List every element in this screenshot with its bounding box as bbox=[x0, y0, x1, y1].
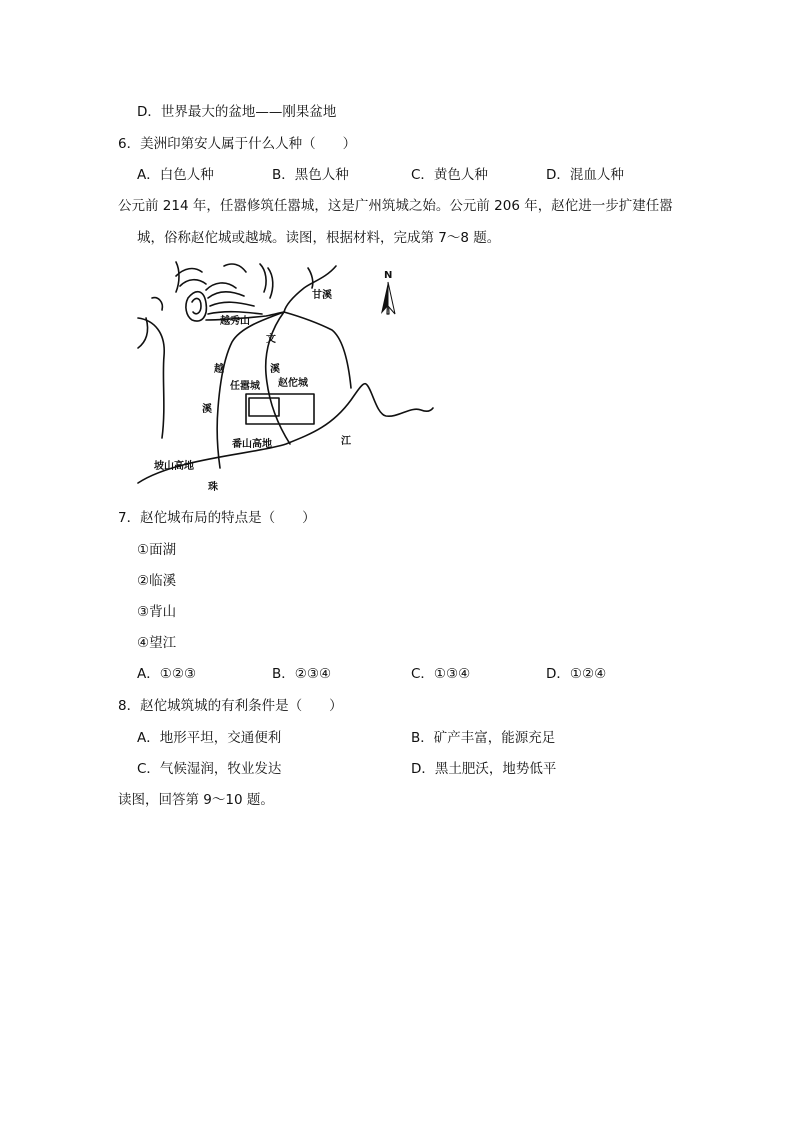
q7-item-1: ①面湖 bbox=[137, 542, 177, 558]
q7-item-4: ④望江 bbox=[137, 635, 177, 651]
north-label: N bbox=[384, 270, 393, 281]
label-xi-right: 溪 bbox=[270, 364, 280, 375]
passage-line-2: 城，俗称赵佗城或越城。读图，根据材料，完成第 7～8 题。 bbox=[137, 230, 501, 246]
hill-contour-2 bbox=[192, 299, 201, 314]
label-wen: 文 bbox=[266, 334, 276, 345]
label-renxiaocheng: 任嚣城 bbox=[230, 381, 260, 392]
hill-contour-12 bbox=[176, 262, 179, 292]
hill-contour-4 bbox=[208, 292, 244, 298]
q7-option-d: D．①②④ bbox=[546, 666, 607, 682]
q7-option-c: C．①③④ bbox=[411, 666, 471, 682]
label-zhu: 珠 bbox=[208, 482, 218, 493]
q8-stem: 8．赵佗城筑城的有利条件是（ ） bbox=[118, 698, 343, 714]
q6-option-a: A．白色人种 bbox=[137, 167, 214, 183]
hill-contour-1 bbox=[186, 292, 206, 321]
label-ganxi: 甘溪 bbox=[312, 290, 332, 301]
label-poshan: 坡山高地 bbox=[154, 461, 194, 472]
hill-contour-8 bbox=[180, 280, 206, 286]
label-yuexiushan: 越秀山 bbox=[220, 316, 250, 327]
hill-contour-5 bbox=[210, 302, 254, 306]
label-yue: 越 bbox=[214, 364, 224, 375]
hill-contour-13 bbox=[152, 298, 162, 310]
q8-option-d: D．黑土肥沃，地势低平 bbox=[411, 761, 557, 777]
q8-option-c: C．气候湿润，牧业发达 bbox=[137, 761, 282, 777]
passage-line-1: 公元前 214 年，任嚣修筑任嚣城，这是广州筑城之始。公元前 206 年，赵佗进一步扩建任嚣 bbox=[118, 198, 673, 214]
q6-option-c: C．黄色人种 bbox=[411, 167, 488, 183]
label-zhaotuocheng: 赵佗城 bbox=[278, 378, 308, 389]
q6-option-b: B．黑色人种 bbox=[272, 167, 349, 183]
hill-contour-3 bbox=[206, 283, 236, 290]
road-ne bbox=[284, 312, 351, 388]
label-xi-left: 溪 bbox=[202, 404, 212, 415]
q7-option-b: B．②③④ bbox=[272, 666, 332, 682]
q7-stem: 7．赵佗城布局的特点是（ ） bbox=[118, 510, 316, 526]
coastline-left bbox=[138, 318, 164, 438]
guangzhou-map bbox=[136, 258, 436, 498]
hill-contour-9 bbox=[224, 264, 246, 272]
q6-option-d: D．混血人种 bbox=[546, 167, 624, 183]
q6-stem: 6．美洲印第安人属于什么人种（ ） bbox=[118, 136, 357, 152]
label-fanshan: 番山高地 bbox=[232, 439, 272, 450]
coastline-top bbox=[138, 318, 148, 348]
q8-option-b: B．矿产丰富，能源充足 bbox=[411, 730, 556, 746]
hill-contour-6 bbox=[208, 312, 262, 314]
q9-intro: 读图，回答第 9～10 题。 bbox=[118, 792, 274, 808]
hill-contour-11 bbox=[268, 268, 273, 298]
q8-option-a: A．地形平坦，交通便利 bbox=[137, 730, 282, 746]
label-jiang: 江 bbox=[341, 436, 351, 447]
hill-contour-7 bbox=[176, 269, 202, 276]
q7-option-a: A．①②③ bbox=[137, 666, 197, 682]
q5-option-d: D．世界最大的盆地——刚果盆地 bbox=[137, 104, 337, 120]
map-drawing bbox=[136, 258, 436, 498]
q7-item-2: ②临溪 bbox=[137, 573, 177, 589]
hill-contour-10 bbox=[260, 264, 266, 292]
q7-item-3: ③背山 bbox=[137, 604, 177, 620]
